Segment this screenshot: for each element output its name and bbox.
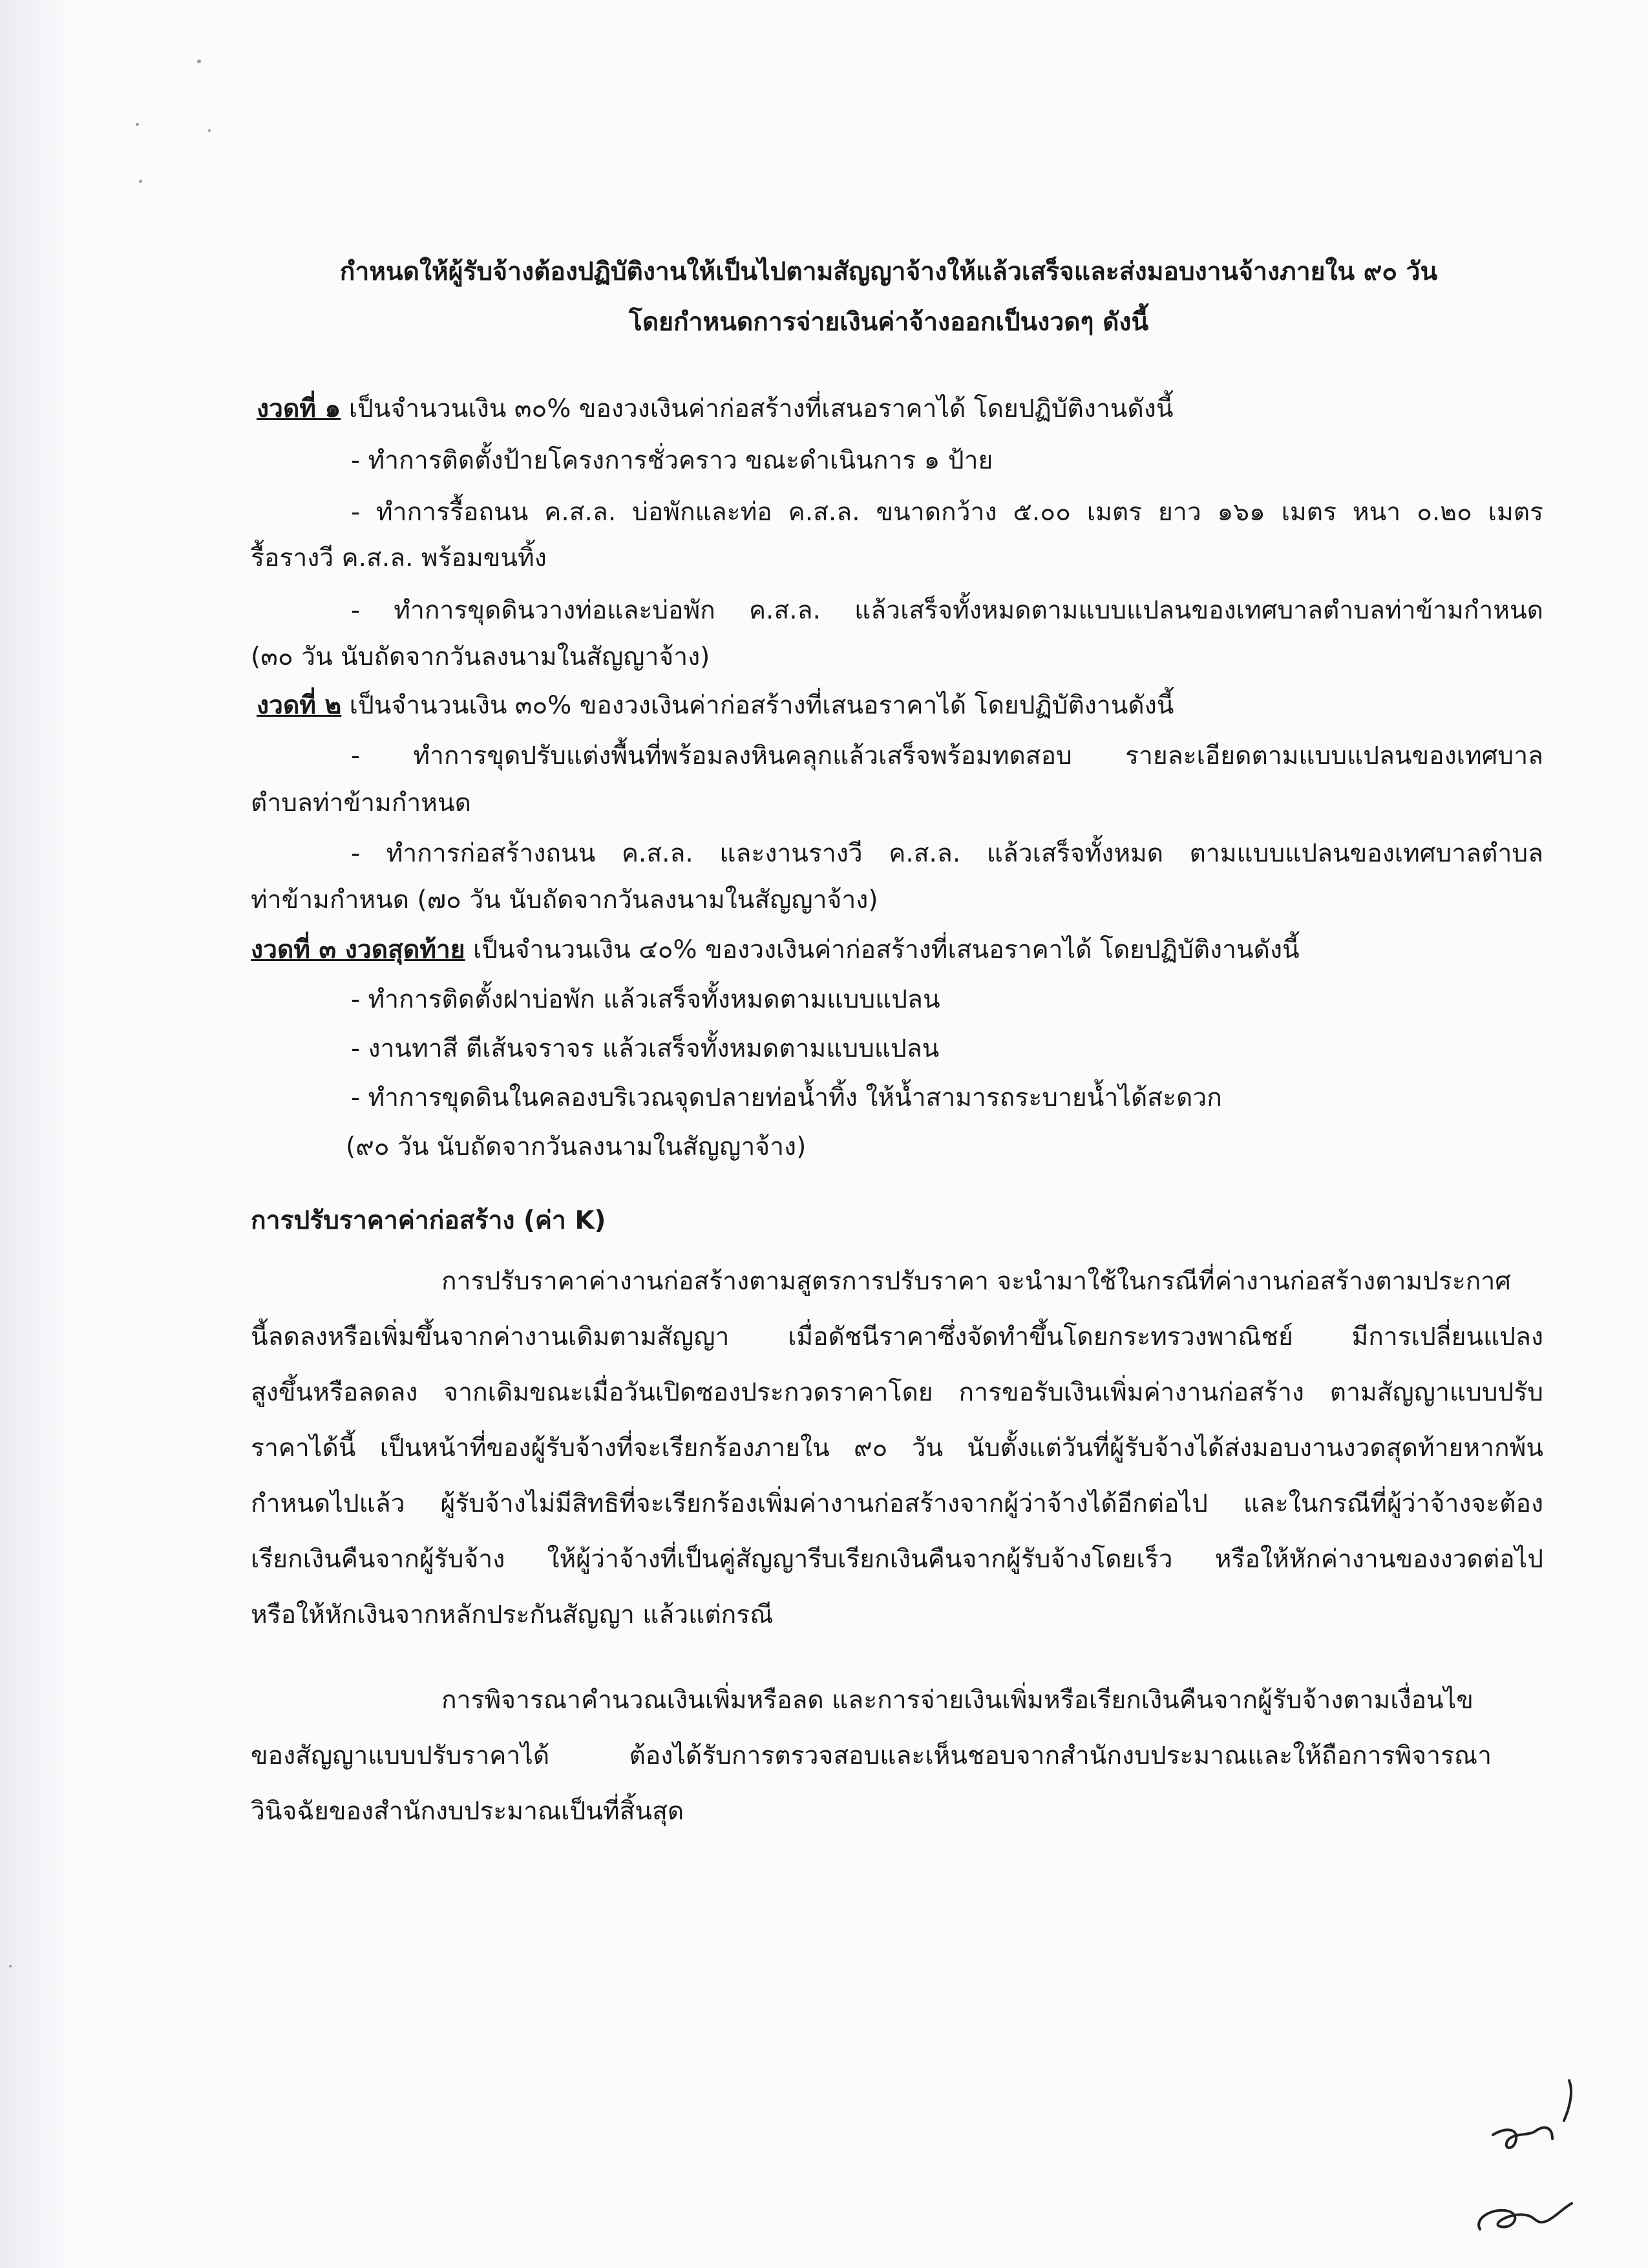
installment-1-item-2a: - ทำการรื้อถนน ค.ส.ล. บ่อพักและท่อ ค.ส.ล. ขนาดกว้าง ๕.๐๐ เมตร ยาว ๑๖๑ เมตร หนา ๐.๒๐ เมตร (351, 498, 1543, 527)
k-p1-line: เรียกเงินคืนจากผู้รับจ้าง ให้ผู้ว่าจ้างที่เป็นคู่สัญญารีบเรียกเงินคืนจากผู้รับจ้างโดยเร็ว หรือให้หักค่างานของงวดต่อไป (251, 1545, 1543, 1574)
installment-1-text: เป็นจำนวนเงิน ๓๐% ของวงเงินค่าก่อสร้างที่เสนอราคาได้ โดยปฏิบัติงานดังนี้ (341, 394, 1174, 423)
installment-2-item-2a: - ทำการก่อสร้างถนน ค.ส.ล. และงานรางวี ค.ส.ล. แล้วเสร็จทั้งหมด ตามแบบแปลนของเทศบาลตำบล (351, 839, 1543, 868)
scan-speck (136, 123, 139, 126)
installment-1-label: งวดที่ ๑ (257, 394, 341, 423)
installment-2-item-1a: - ทำการขุดปรับแต่งพื้นที่พร้อมลงหินคลุกแล้วเสร็จพร้อมทดสอบ รายละเอียดตามแบบแปลนของเทศบาล (351, 741, 1543, 770)
scan-speck (139, 180, 142, 183)
installment-3-item-2: - งานทาสี ตีเส้นจราจร แล้วเสร็จทั้งหมดตามแบบแปลน (351, 1034, 940, 1063)
signature-initials-icon (1454, 2074, 1609, 2242)
installment-2-label: งวดที่ ๒ (257, 691, 342, 720)
installment-1-item-1: - ทำการติดตั้งป้ายโครงการชั่วคราว ขณะดำเนินการ ๑ ป้าย (351, 446, 993, 475)
scan-shadow (0, 0, 76, 2268)
k-section-heading: การปรับราคาค่าก่อสร้าง (ค่า K) (251, 1206, 606, 1235)
installment-3-line (251, 935, 1300, 966)
installment-3-text: เป็นจำนวนเงิน ๔๐% ของวงเงินค่าก่อสร้างที่เสนอราคาได้ โดยปฏิบัติงานดังนี้ (465, 935, 1300, 964)
k-p1-line: การปรับราคาค่างานก่อสร้างตามสูตรการปรับราคา จะนำมาใช้ในกรณีที่ค่างานก่อสร้างตามประกาศ (441, 1267, 1512, 1296)
installment-2-text: เป็นจำนวนเงิน ๓๐% ของวงเงินค่าก่อสร้างที่เสนอราคาได้ โดยปฏิบัติงานดังนี้ (341, 691, 1174, 720)
installment-3-item-3: - ทำการขุดดินในคลองบริเวณจุดปลายท่อน้ำทิ้ง ให้น้ำสามารถระบายน้ำได้สะดวก (351, 1083, 1222, 1112)
k-p1-line: นี้ลดลงหรือเพิ่มขึ้นจากค่างานเดิมตามสัญญา เมื่อดัชนีราคาซึ่งจัดทำขึ้นโดยกระทรวงพาณิชย์ มีการเปลี่ยนแปลง (251, 1322, 1543, 1351)
installment-2-item-2b: ท่าข้ามกำหนด (๗๐ วัน นับถัดจากวันลงนามในสัญญาจ้าง) (251, 885, 878, 915)
installment-1-line (257, 394, 1173, 425)
installment-3-item-4: (๙๐ วัน นับถัดจากวันลงนามในสัญญาจ้าง) (346, 1132, 807, 1161)
k-p2-line: ของสัญญาแบบปรับราคาได้ ต้องได้รับการตรวจสอบและเห็นชอบจากสำนักงบประมาณและให้ถือการพิจารณา (251, 1741, 1492, 1770)
k-p1-line: กำหนดไปแล้ว ผู้รับจ้างไม่มีสิทธิที่จะเรียกร้องเพิ่มค่างานก่อสร้างจากผู้ว่าจ้างได้อีกต่อไป และในกรณีที่ผู้ว่าจ้างจะต้อง (251, 1489, 1543, 1518)
header-line-1: กำหนดให้ผู้รับจ้างต้องปฏิบัติงานให้เป็นไปตามสัญญาจ้างให้แล้วเสร็จและส่งมอบงานจ้างภายใน ๙๐ วัน (339, 257, 1438, 286)
k-p1-line: หรือให้หักเงินจากหลักประกันสัญญา แล้วแต่กรณี (251, 1600, 774, 1629)
installment-3-label: งวดที่ ๓ งวดสุดท้าย (251, 935, 465, 964)
scan-speck (9, 1965, 12, 1967)
k-p1-line: สูงขึ้นหรือลดลง จากเดิมขณะเมื่อวันเปิดซองประกวดราคาโดย การขอรับเงินเพิ่มค่างานก่อสร้าง ตามสัญญาแบบปรับ (251, 1378, 1543, 1407)
scan-speck (208, 129, 211, 132)
installment-3-item-1: - ทำการติดตั้งฝาบ่อพัก แล้วเสร็จทั้งหมดตามแบบแปลน (351, 985, 940, 1014)
installment-1-item-3b: (๓๐ วัน นับถัดจากวันลงนามในสัญญาจ้าง) (251, 642, 710, 672)
k-p2-line: วินิจฉัยของสำนักงบประมาณเป็นที่สิ้นสุด (251, 1797, 684, 1826)
k-p1-line: ราคาได้นี้ เป็นหน้าที่ของผู้รับจ้างที่จะเรียกร้องภายใน ๙๐ วัน นับตั้งแต่วันที่ผู้รับจ้างได้ส่งมอบงานงวดสุดท้ายหากพ้น (251, 1434, 1543, 1463)
header-line-2: โดยกำหนดการจ่ายเงินค่าจ้างออกเป็นงวดๆ ดังนี้ (628, 308, 1149, 337)
installment-1-item-2b: รื้อรางวี ค.ส.ล. พร้อมขนทิ้ง (251, 544, 547, 573)
installment-2-line (257, 691, 1174, 721)
installment-1-item-3a: - ทำการขุดดินวางท่อและบ่อพัก ค.ส.ล. แล้วเสร็จทั้งหมดตามแบบแปลนของเทศบาลตำบลท่าข้ามกำหนด (351, 596, 1543, 625)
installment-2-item-1b: ตำบลท่าข้ามกำหนด (251, 789, 471, 818)
k-p2-line: การพิจารณาคำนวณเงินเพิ่มหรือลด และการจ่ายเงินเพิ่มหรือเรียกเงินคืนจากผู้รับจ้างตามเงื่อนไข (441, 1686, 1474, 1715)
scan-speck (197, 59, 201, 63)
